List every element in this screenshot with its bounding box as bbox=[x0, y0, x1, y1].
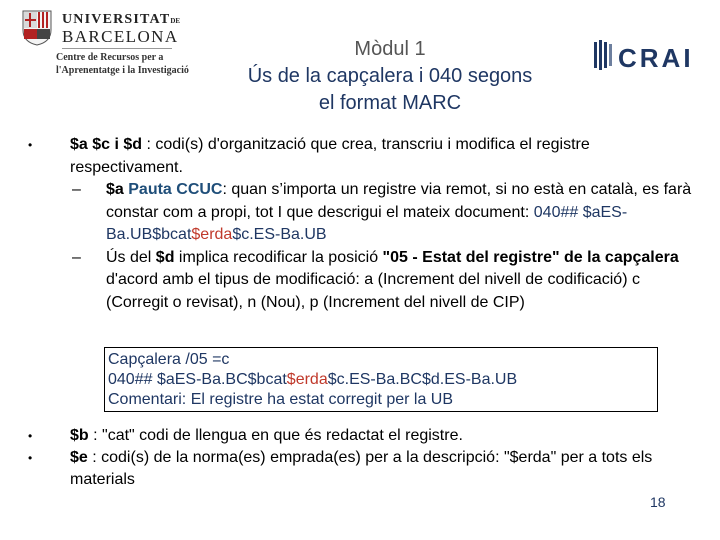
subfield-codes: $a $c i $d bbox=[70, 136, 143, 153]
title-line3: el format MARC bbox=[318, 92, 462, 114]
code-040-part1: 040## $aES-Ba.UB$bcat bbox=[106, 203, 628, 243]
subfield-d: $d bbox=[155, 248, 175, 266]
bullet-dot-icon: • bbox=[28, 451, 33, 465]
slide-title bbox=[180, 36, 600, 117]
title-line1: Mòdul 1 bbox=[354, 38, 426, 60]
code-040-part2: $c.ES-Ba.UB bbox=[232, 226, 327, 243]
crai-book-icon bbox=[594, 40, 612, 70]
example-code-part2: $c.ES-Ba.BC$d.ES-Ba.UB bbox=[327, 371, 518, 388]
ub-logo bbox=[8, 6, 198, 78]
ub-name-line2: BARCELONA bbox=[62, 27, 179, 46]
sub-bullet-2-lead: Ús del bbox=[106, 248, 156, 266]
example-code-erda: $erda bbox=[286, 371, 328, 388]
sub-bullet-2-rest: d'acord amb el tipus de modificació: a (Increment del nivell de codificació) c (Corregit o revisat), n (Nou), p (Increment del nivell de CIP) bbox=[106, 271, 640, 311]
ub-subtitle-line2: l'Aprenentatge i la Investigació bbox=[56, 65, 189, 76]
bullet-3 bbox=[28, 447, 688, 491]
page-number: 18 bbox=[650, 494, 666, 510]
example-line2 bbox=[108, 370, 654, 390]
bullet-dot-icon: • bbox=[28, 138, 33, 152]
crai-logo bbox=[592, 36, 696, 74]
pauta-ccuc-label: Pauta CCUC bbox=[128, 181, 223, 198]
sub-bullet-2 bbox=[28, 247, 698, 315]
sub-bullet-1-text: : quan s’importa un registre via remot, si no està en català, es farà constar com a propi, tot I que descrigui el mateix document: bbox=[106, 181, 692, 221]
bullet-3-text: : codi(s) de la norma(es) emprada(es) per a la descripció: "$erda" per a tots els materials bbox=[70, 449, 653, 488]
bullet-1-text: : codi(s) d'organització que crea, transcriu i modifica el registre respectivament. bbox=[70, 136, 590, 176]
title-line2: Ús de la capçalera i 040 segons bbox=[247, 65, 533, 87]
ub-shield-icon bbox=[22, 10, 52, 46]
example-line1: Capçalera /05 =c bbox=[108, 351, 230, 368]
sub-bullet-2-text: implica recodificar la posició bbox=[174, 248, 383, 266]
bullet-dot-icon: • bbox=[28, 429, 33, 443]
ub-divider bbox=[62, 48, 172, 49]
bullet-2 bbox=[28, 425, 688, 447]
dash-icon: – bbox=[72, 248, 81, 266]
bottom-bullets bbox=[28, 425, 688, 491]
bullet-1 bbox=[28, 134, 698, 179]
sub-bullet-1 bbox=[28, 179, 698, 247]
estat-registre-label: "05 - Estat del registre" de la capçalera bbox=[382, 248, 679, 266]
subfield-e: $e bbox=[70, 449, 88, 466]
example-box bbox=[104, 347, 658, 412]
crai-logo-text: CRAI bbox=[618, 43, 694, 73]
dash-icon: – bbox=[72, 181, 81, 198]
bullet-2-text: : "cat" codi de llengua en que és redactat el registre. bbox=[88, 427, 463, 444]
example-code-part1: 040## $aES-Ba.BC$bcat bbox=[108, 371, 287, 388]
subfield-a: $a bbox=[106, 181, 124, 198]
slide-body bbox=[28, 134, 698, 314]
example-line3: Comentari: El registre ha estat corregit per la UB bbox=[108, 391, 454, 408]
ub-subtitle-line1: Centre de Recursos per a bbox=[56, 52, 164, 63]
subfield-b: $b bbox=[70, 427, 89, 444]
code-040-erda: $erda bbox=[191, 226, 233, 243]
ub-name-line1: UNIVERSITATDE bbox=[62, 12, 181, 27]
